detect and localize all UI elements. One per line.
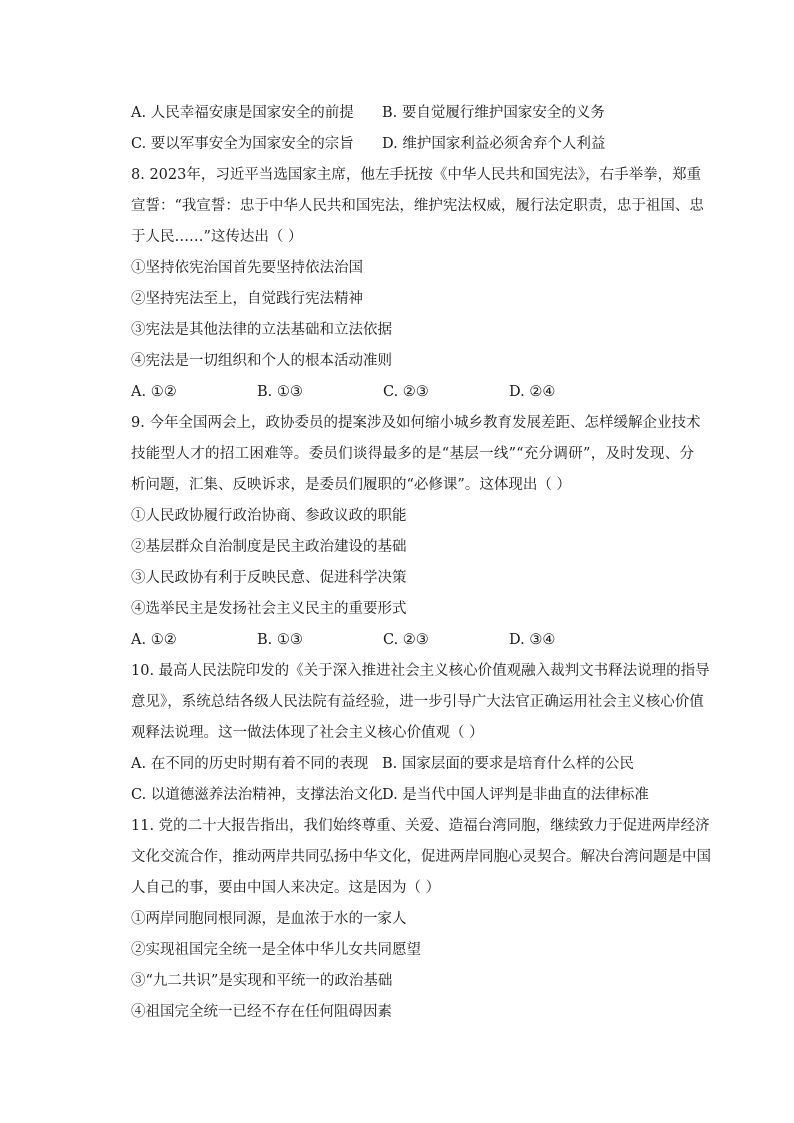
question-9-statement-4: ④选举民主是发扬社会主义民主的重要形式 — [131, 601, 407, 617]
question-8-statement-1: ①坚持依宪治国首先要坚持依法治国 — [131, 260, 363, 276]
question-10-stem-line-2: 意见》，系统总结各级人民法院有益经验，进一步引导广大法官正确运用社会主义核心价值 — [131, 694, 704, 710]
question-8-options — [131, 377, 694, 408]
question-11-stem-line-2: 文化交流合作，推动两岸共同弘扬中华文化，促进两岸同胞心灵契合。解决台湾问题是中国 — [131, 849, 711, 865]
question-8-statement-4: ④宪法是一切组织和个人的根本活动准则 — [131, 353, 392, 369]
question-10-option-d: D. 是当代中国人评判是非曲直的法律标准 — [382, 787, 649, 803]
question-8-stem-line-3: 于人民……”这传达出（ ） — [131, 229, 303, 245]
question-9-stem-line-1: 9. 今年全国两会上，政协委员的提案涉及如何缩小城乡教育发展差距、怎样缓解企业技术 — [131, 415, 701, 431]
question-8-option-d: D. ②④ — [509, 384, 556, 400]
question-8-option-b: B. ①③ — [257, 384, 303, 400]
question-10-option-c: C. 以道德滋养法治精神，支撑法治文化 — [131, 787, 383, 803]
option-c: C. 要以军事安全为国家安全的宗旨 — [131, 136, 354, 152]
question-10-options-row-2 — [131, 780, 694, 811]
question-10-option-a: A. 在不同的历史时期有着不同的表现 — [131, 756, 369, 772]
question-9-option-c: C. ②③ — [383, 632, 429, 648]
question-10-stem-line-1: 10. 最高人民法院印发的《关于深入推进社会主义核心价值观融入裁判文书释法说理的指导 — [131, 663, 710, 679]
question-8-option-c: C. ②③ — [383, 384, 429, 400]
question-11-statement-3: ③“九二共识”是实现和平统一的政治基础 — [131, 973, 393, 989]
question-9-statement-3: ③人民政协有利于反映民意、促进科学决策 — [131, 570, 407, 586]
question-9-stem-line-2: 技能型人才的招工困难等。委员们谈得最多的是“基层一线”“充分调研”，及时发现、分 — [131, 446, 694, 462]
question-9-option-d: D. ③④ — [509, 632, 556, 648]
question-11-statement-4: ④祖国完全统一已经不存在任何阻碍因素 — [131, 1004, 392, 1020]
question-9-stem-line-3: 析问题，汇集、反映诉求，是委员们履职的“必修课”。这体现出（ ） — [131, 477, 571, 493]
question-8 — [131, 160, 704, 408]
question-9 — [131, 408, 701, 656]
question-11-statement-1: ①两岸同胞同根同源，是血浓于水的一家人 — [131, 911, 407, 927]
question-10-options-row-1 — [131, 749, 694, 780]
prev-options-row-2 — [131, 129, 694, 160]
question-8-stem-line-1: 8. 2023年，习近平当选国家主席，他左手抚按《中华人民共和国宪法》，右手举拳，郑重 — [131, 167, 702, 183]
question-9-option-a: A. ①② — [131, 632, 177, 648]
question-content — [131, 98, 711, 1028]
question-8-stem-line-2: 宣誓：“我宣誓：忠于中华人民共和国宪法，维护宪法权威，履行法定职责，忠于祖国、忠 — [131, 198, 704, 214]
option-d: D. 维护国家利益必须舍弃个人利益 — [382, 136, 606, 152]
question-11-stem-line-3: 人自己的事，要由中国人来决定。这是因为（ ） — [131, 880, 441, 896]
question-10-option-b: B. 国家层面的要求是培育什么样的公民 — [382, 756, 634, 772]
question-9-option-b: B. ①③ — [257, 632, 303, 648]
option-a: A. 人民幸福安康是国家安全的前提 — [131, 105, 354, 121]
question-11 — [131, 811, 711, 1028]
question-8-statement-2: ②坚持宪法至上，自觉践行宪法精神 — [131, 291, 363, 307]
question-11-statement-2: ②实现祖国完全统一是全体中华儿女共同愿望 — [131, 942, 421, 958]
question-11-stem-line-1: 11. 党的二十大报告指出，我们始终尊重、关爱、造福台湾同胞，继续致力于促进两岸经济 — [131, 818, 710, 834]
question-10 — [131, 656, 710, 811]
option-b: B. 要自觉履行维护国家安全的义务 — [382, 105, 605, 121]
question-8-statement-3: ③宪法是其他法律的立法基础和立法依据 — [131, 322, 392, 338]
question-10-stem-line-3: 观释法说理。这一做法体现了社会主义核心价值观（ ） — [131, 725, 484, 741]
prev-options-row-1 — [131, 98, 694, 129]
question-9-options — [131, 625, 694, 656]
question-9-statement-2: ②基层群众自治制度是民主政治建设的基础 — [131, 539, 407, 555]
question-9-statement-1: ①人民政协履行政治协商、参政议政的职能 — [131, 508, 407, 524]
question-8-option-a: A. ①② — [131, 384, 177, 400]
